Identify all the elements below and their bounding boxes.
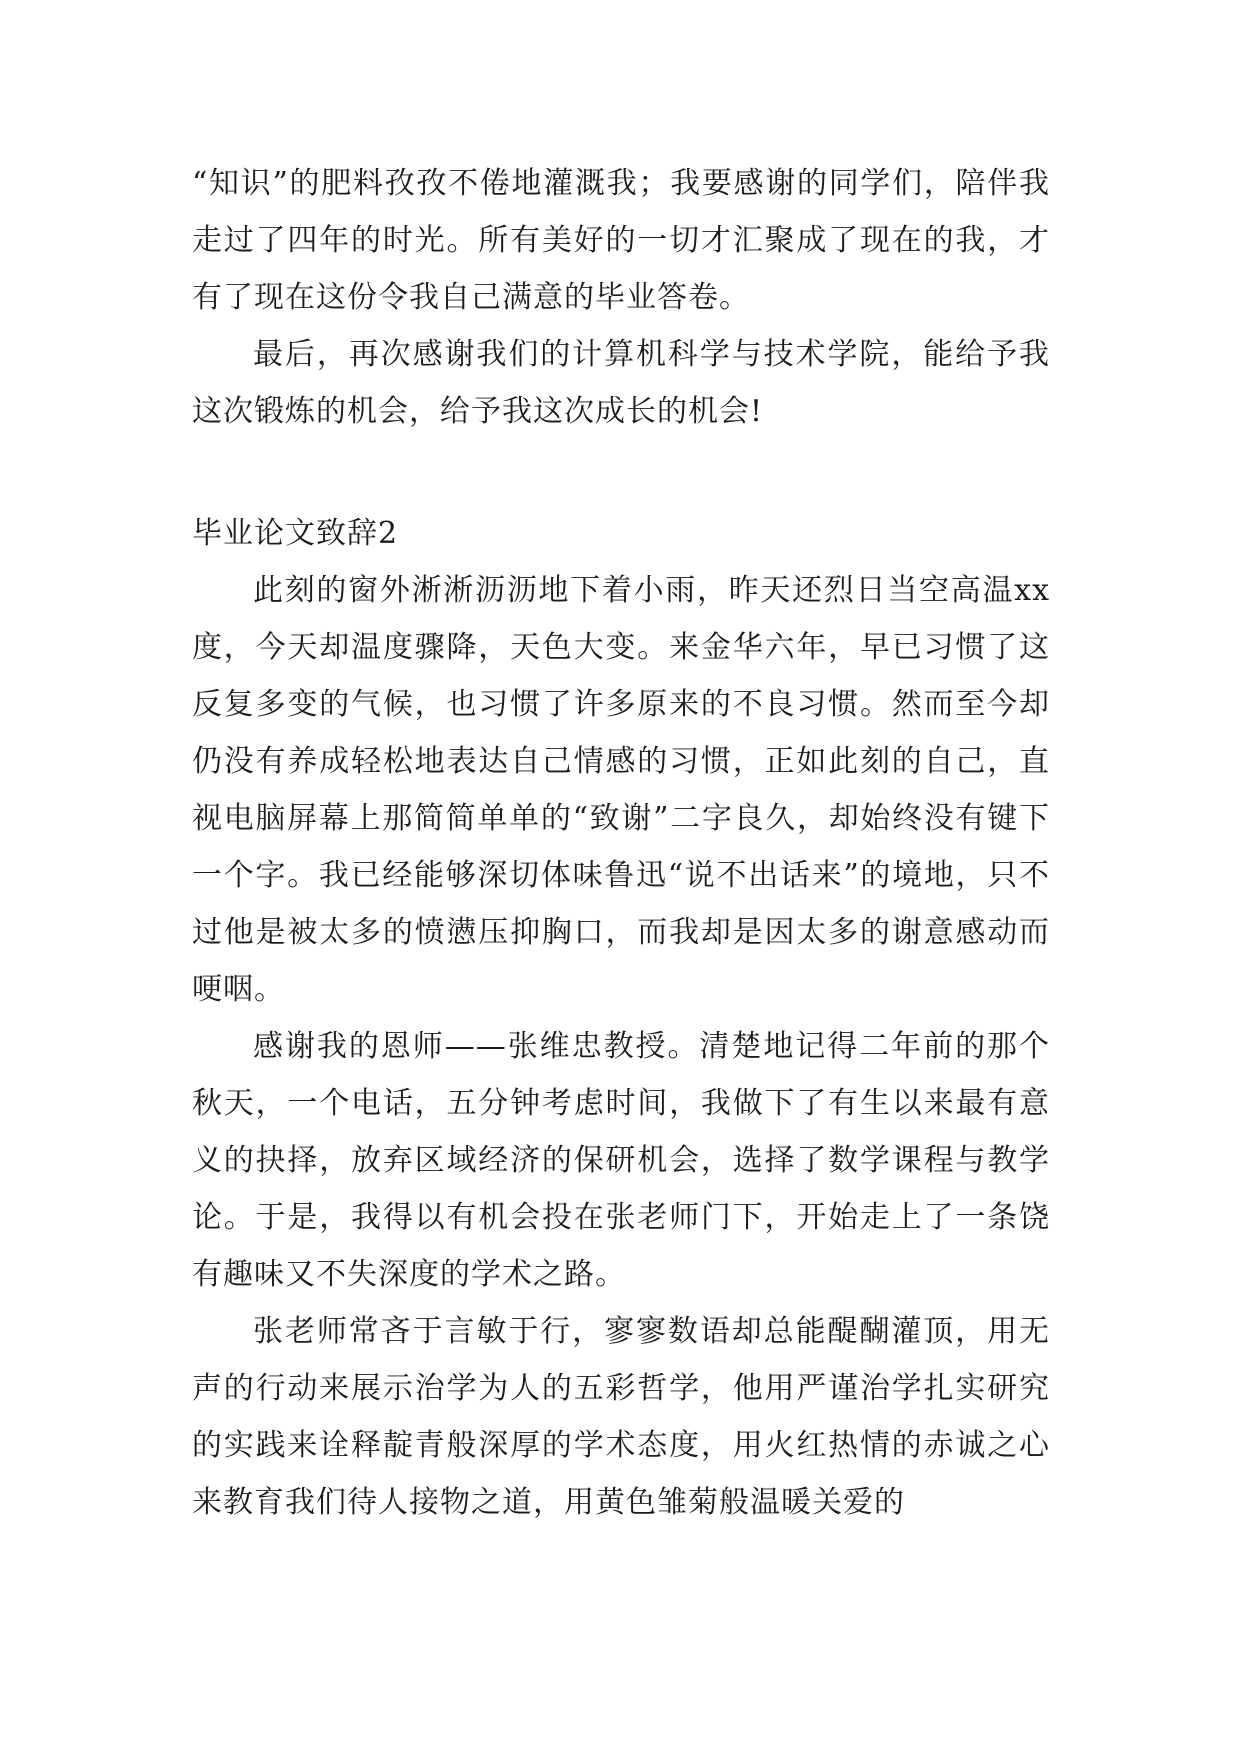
paragraph: 此刻的窗外淅淅沥沥地下着小雨，昨天还烈日当空高温xx度，今天却温度骤降，天色大变。来金华六年，早已习惯了这反复多变的气候，也习惯了许多原来的不良习惯。然而至今却仍没有养成轻松地表达自己情感的习惯，正如此刻的自己，直视电脑屏幕上那简简单单的“致谢”二字良久，却始终没有键下一个字。我已经能够深切体味鲁迅“说不出话来”的境地，只不过他是被太多的愤懑压抑胸口，而我却是因太多的谢意感动而哽咽。 <box>192 573 1050 1007</box>
section-2-text <box>192 562 1050 1531</box>
section-heading: 毕业论文致辞2 <box>192 516 399 551</box>
paragraph: 最后，再次感谢我们的计算机科学与技术学院，能给予我这次锻炼的机会，给予我这次成长的机会! <box>192 337 1050 429</box>
section-1-text <box>192 155 1050 440</box>
paragraph: 感谢我的恩师——张维忠教授。清楚地记得二年前的那个秋天，一个电话，五分钟考虑时间，我做下了有生以来最有意义的抉择，放弃区域经济的保研机会，选择了数学课程与教学论。于是，我得以有机会投在张老师门下，开始走上了一条饶有趣味又不失深度的学术之路。 <box>192 1029 1050 1292</box>
paragraph: “知识”的肥料孜孜不倦地灌溉我；我要感谢的同学们，陪伴我走过了四年的时光。所有美好的一切才汇聚成了现在的我，才有了现在这份令我自己满意的毕业答卷。 <box>192 166 1050 315</box>
section-heading-wrapper <box>192 505 1050 562</box>
paragraph: 张老师常吝于言敏于行，寥寥数语却总能醍醐灌顶，用无声的行动来展示治学为人的五彩哲学，他用严谨治学扎实研究的实践来诠释靛青般深厚的学术态度，用火红热情的赤诚之心来教育我们待人接物之道，用黄色雏菊般温暖关爱的 <box>192 1314 1050 1520</box>
